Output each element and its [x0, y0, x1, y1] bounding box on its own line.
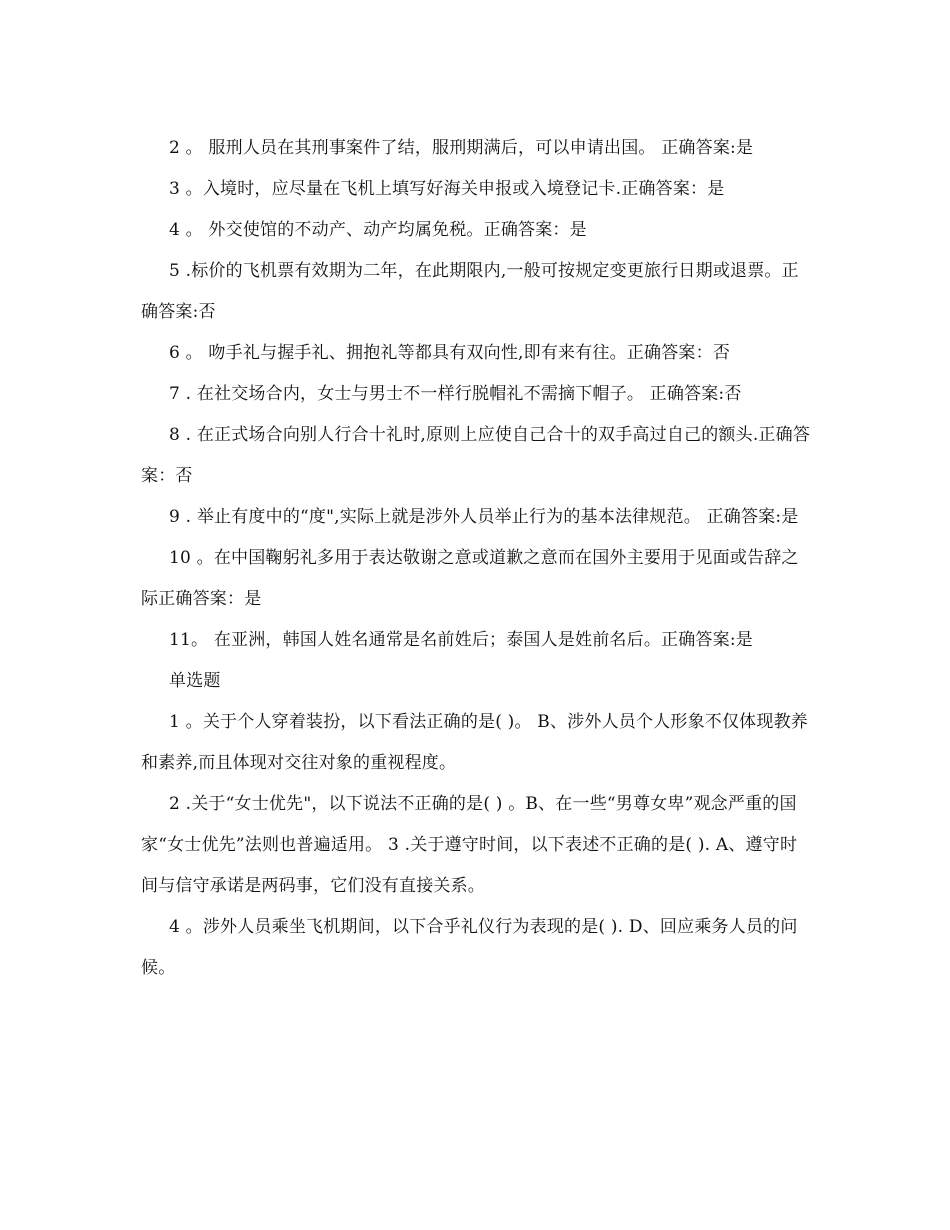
true-false-item-3: 3 。入境时，应尽量在飞机上填写好海关申报或入境登记卡.正确答案：是 [169, 179, 725, 199]
true-false-item-4: 4 。 外交使馆的不动产、动产均属免税。正确答案：是 [169, 220, 587, 240]
true-false-item-11: 11。 在亚洲，韩国人姓名通常是名前姓后；泰国人是姓前名后。正确答案:是 [169, 630, 753, 650]
true-false-item-9: 9 . 举止有度中的“度",实际上就是涉外人员举止行为的基本法律规范。 正确答案:是 [169, 507, 799, 527]
true-false-item-6: 6 。 吻手礼与握手礼、拥抱礼等都具有双向性,即有来有往。正确答案：否 [169, 343, 731, 363]
true-false-item-10: 10 。在中国鞠躬礼多用于表达敬谢之意或道歉之意而在国外主要用于见面或告辞之际正确答案：是 [141, 548, 799, 609]
document-body [141, 128, 811, 989]
true-false-item-5: 5 .标价的飞机票有效期为二年，在此期限内,一般可按规定变更旅行日期或退票。正确答案:否 [141, 261, 799, 322]
true-false-item-2: 2 。 服刑人员在其刑事案件了结，服刑期满后，可以申请出国。 正确答案:是 [169, 138, 754, 158]
true-false-item-7: 7 . 在社交场合内，女士与男士不一样行脱帽礼不需摘下帽子。 正确答案:否 [169, 384, 742, 404]
true-false-item-8: 8 . 在正式场合向别人行合十礼时,原则上应使自己合十的双手高过自己的额头.正确答案：否 [141, 425, 811, 486]
section-heading-single-choice: 单选题 [169, 671, 221, 691]
single-choice-item-1: 1 。关于个人穿着装扮，以下看法正确的是( )。 B、涉外人员个人形象不仅体现教养和素养,而且体现对交往对象的重视程度。 [141, 712, 808, 773]
single-choice-item-2-3: 2 .关于“女士优先"，以下说法不正确的是( ) 。B、在一些“男尊女卑”观念严重的国家“女士优先”法则也普遍适用。 3 .关于遵守时间，以下表述不正确的是( ). A、遵守时间与信守承诺是两码事，它们没有直接关系。 [141, 794, 798, 896]
single-choice-item-4: 4 。涉外人员乘坐飞机期间，以下合乎礼仪行为表现的是( ). D、回应乘务人员的问候。 [141, 917, 798, 978]
